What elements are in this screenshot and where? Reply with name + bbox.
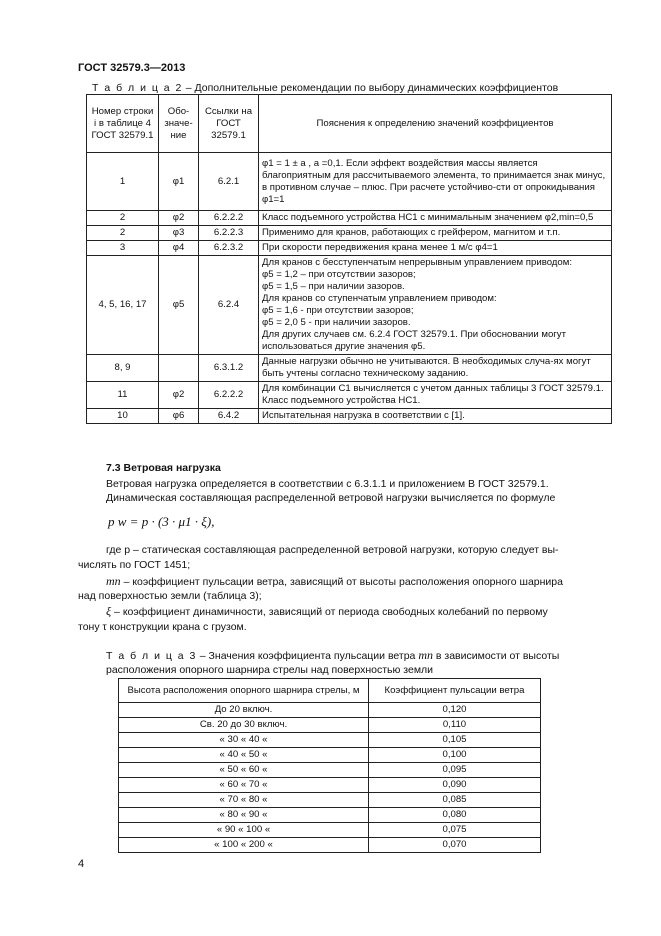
- table-row: [119, 733, 541, 748]
- row-text: Применимо для кранов, работающих с грейфером, магнитом и т.п.: [259, 226, 612, 241]
- table2-header-text: Пояснения к определению значений коэффициентов: [259, 95, 612, 153]
- table2-header-num: Номер строки i в таблице 4 ГОСТ 32579.1: [87, 95, 159, 153]
- table-row: [119, 838, 541, 853]
- table2-caption: [92, 82, 558, 94]
- height-cell: « 100 « 200 «: [119, 838, 369, 853]
- table-row: [119, 823, 541, 838]
- row-sym: φ2: [159, 211, 199, 226]
- table-row: [87, 211, 612, 226]
- row-sym: φ1: [159, 153, 199, 211]
- table-row: [119, 808, 541, 823]
- table-row: [119, 778, 541, 793]
- table2-caption-text: – Дополнительные рекомендации по выбору динамических коэффициентов: [182, 82, 559, 94]
- coef-cell: 0,095: [369, 763, 541, 778]
- section-paragraph: Динамическая составляющая распределенной ветровой нагрузки вычисляется по формуле: [106, 492, 556, 504]
- coef-cell: 0,075: [369, 823, 541, 838]
- table-row: [119, 748, 541, 763]
- table3-caption: [106, 648, 559, 663]
- table2: [86, 94, 612, 424]
- row-text-line: Для кранов со ступенчатым управлением приводом:: [262, 293, 497, 304]
- height-cell: « 40 « 50 «: [119, 748, 369, 763]
- where-text: – коэффициент пульсации ветра, зависящий от высоты расположения опорного шарнира: [120, 576, 563, 588]
- row-num: 3: [87, 241, 159, 256]
- section-title: 7.3 Ветровая нагрузка: [106, 462, 221, 474]
- symbol-m: mп: [418, 648, 433, 662]
- where-line: числять по ГОСТ 1451;: [78, 559, 191, 571]
- row-sym: φ3: [159, 226, 199, 241]
- table-row: [87, 241, 612, 256]
- row-text-line: φ5 = 1,2 – при отсутствии зазоров;: [262, 269, 416, 280]
- row-text: Класс подъемного устройства HC1 с минимальным значением φ2,min=0,5: [259, 211, 612, 226]
- row-text: φ1 = 1 ± a , a =0,1. Если эффект воздействия массы является благоприятным для рассчитываемого элемента, то принимается знак минус, в противном случае – плюс. При расчете устойчиво-сти от опрокидывания φ1=1: [259, 153, 612, 211]
- symbol-xi: ξ: [106, 604, 112, 618]
- height-cell: Св. 20 до 30 включ.: [119, 718, 369, 733]
- row-text: Испытательная нагрузка в соответствии с [1].: [259, 409, 612, 424]
- row-ref: 6.2.4: [199, 256, 259, 355]
- where-text: – коэффициент динамичности, зависящий от периода свободных колебаний по первому: [111, 606, 548, 618]
- row-num: 10: [87, 409, 159, 424]
- row-text-line: Для кранов с бесступенчатым непрерывным управлением приводом:: [262, 257, 573, 268]
- table3-header-height: Высота расположения опорного шарнира стрелы, м: [119, 679, 369, 703]
- row-sym: [159, 355, 199, 382]
- symbol-m: mп: [106, 574, 121, 588]
- coef-cell: 0,110: [369, 718, 541, 733]
- row-text: Данные нагрузки обычно не учитываются. В необходимых случа-ях могут быть учтены согласно техническому заданию.: [259, 355, 612, 382]
- table-row: [119, 703, 541, 718]
- row-sym: φ6: [159, 409, 199, 424]
- row-text-line: Для других случаев см. 6.2.4 ГОСТ 32579.1. При обосновании могут использоваться другие значения φ5.: [262, 329, 566, 352]
- coef-cell: 0,085: [369, 793, 541, 808]
- row-ref: 6.4.2: [199, 409, 259, 424]
- table-row: [87, 409, 612, 424]
- row-text-line: φ5 = 2,0 5 - при наличии зазоров.: [262, 317, 411, 328]
- row-sym: φ5: [159, 256, 199, 355]
- row-text: Для комбинации С1 вычисляется с учетом данных таблицы 3 ГОСТ 32579.1. Класс подъемного устройства HC1.: [259, 382, 612, 409]
- row-ref: 6.2.1: [199, 153, 259, 211]
- table-row: [87, 226, 612, 241]
- where-line: где p – статическая составляющая распределенной ветровой нагрузки, которую следует вы-: [106, 544, 559, 556]
- section-paragraph: Ветровая нагрузка определяется в соответствии с 6.3.1.1 и приложением В ГОСТ 32579.1.: [106, 478, 549, 490]
- height-cell: « 50 « 60 «: [119, 763, 369, 778]
- height-cell: До 20 включ.: [119, 703, 369, 718]
- table2-header-row: [87, 95, 612, 153]
- table3-caption-tail: в зависимости от высоты: [432, 650, 560, 662]
- row-num: 4, 5, 16, 17: [87, 256, 159, 355]
- row-ref: 6.2.2.2: [199, 382, 259, 409]
- height-cell: « 70 « 80 «: [119, 793, 369, 808]
- table3-caption-line2: расположения опорного шарнира стрелы над поверхностью земли: [106, 664, 434, 676]
- row-text-multiline: [259, 256, 612, 355]
- table-row: [119, 793, 541, 808]
- table3-header-row: [119, 679, 541, 703]
- where-line: над поверхностью земли (таблица 3);: [78, 590, 262, 602]
- row-ref: 6.2.2.2: [199, 211, 259, 226]
- page-number: 4: [78, 858, 85, 870]
- table-row: [87, 256, 612, 355]
- coef-cell: 0,100: [369, 748, 541, 763]
- coef-cell: 0,090: [369, 778, 541, 793]
- table2-header-ref: Ссылки на ГОСТ 32579.1: [199, 95, 259, 153]
- coef-cell: 0,105: [369, 733, 541, 748]
- where-line: [106, 604, 548, 619]
- table3: [118, 678, 541, 853]
- row-ref: 6.3.1.2: [199, 355, 259, 382]
- table-row: [87, 355, 612, 382]
- row-ref: 6.2.2.3: [199, 226, 259, 241]
- row-num: 2: [87, 211, 159, 226]
- where-line: [106, 574, 563, 589]
- row-ref: 6.2.3.2: [199, 241, 259, 256]
- row-text-line: φ5 = 1,6 - при отсутствии зазоров;: [262, 305, 414, 316]
- row-sym: φ2: [159, 382, 199, 409]
- table-row: [87, 382, 612, 409]
- table3-caption-text: – Значения коэффициента пульсации ветра: [196, 650, 419, 662]
- table2-caption-prefix: Т а б л и ц а 2: [92, 82, 183, 94]
- row-sym: φ4: [159, 241, 199, 256]
- table-row: [119, 763, 541, 778]
- table-row: [119, 718, 541, 733]
- table3-header-coef: Коэффициент пульсации ветра: [369, 679, 541, 703]
- coef-cell: 0,080: [369, 808, 541, 823]
- row-num: 1: [87, 153, 159, 211]
- row-num: 2: [87, 226, 159, 241]
- height-cell: « 30 « 40 «: [119, 733, 369, 748]
- document-code: ГОСТ 32579.3—2013: [78, 62, 186, 74]
- coef-cell: 0,070: [369, 838, 541, 853]
- height-cell: « 60 « 70 «: [119, 778, 369, 793]
- formula: p w = p · (3 · μ1 · ξ),: [108, 514, 215, 529]
- row-num: 8, 9: [87, 355, 159, 382]
- table2-header-sym: Обо-значе-ние: [159, 95, 199, 153]
- row-text: При скорости передвижения крана менее 1 м/с φ4=1: [259, 241, 612, 256]
- coef-cell: 0,120: [369, 703, 541, 718]
- row-num: 11: [87, 382, 159, 409]
- height-cell: « 80 « 90 «: [119, 808, 369, 823]
- table-row: [87, 153, 612, 211]
- where-line: тону τ конструкции крана с грузом.: [78, 621, 247, 633]
- table3-caption-prefix: Т а б л и ц а 3: [106, 650, 197, 662]
- row-text-line: φ5 = 1,5 – при наличии зазоров.: [262, 281, 405, 292]
- height-cell: « 90 « 100 «: [119, 823, 369, 838]
